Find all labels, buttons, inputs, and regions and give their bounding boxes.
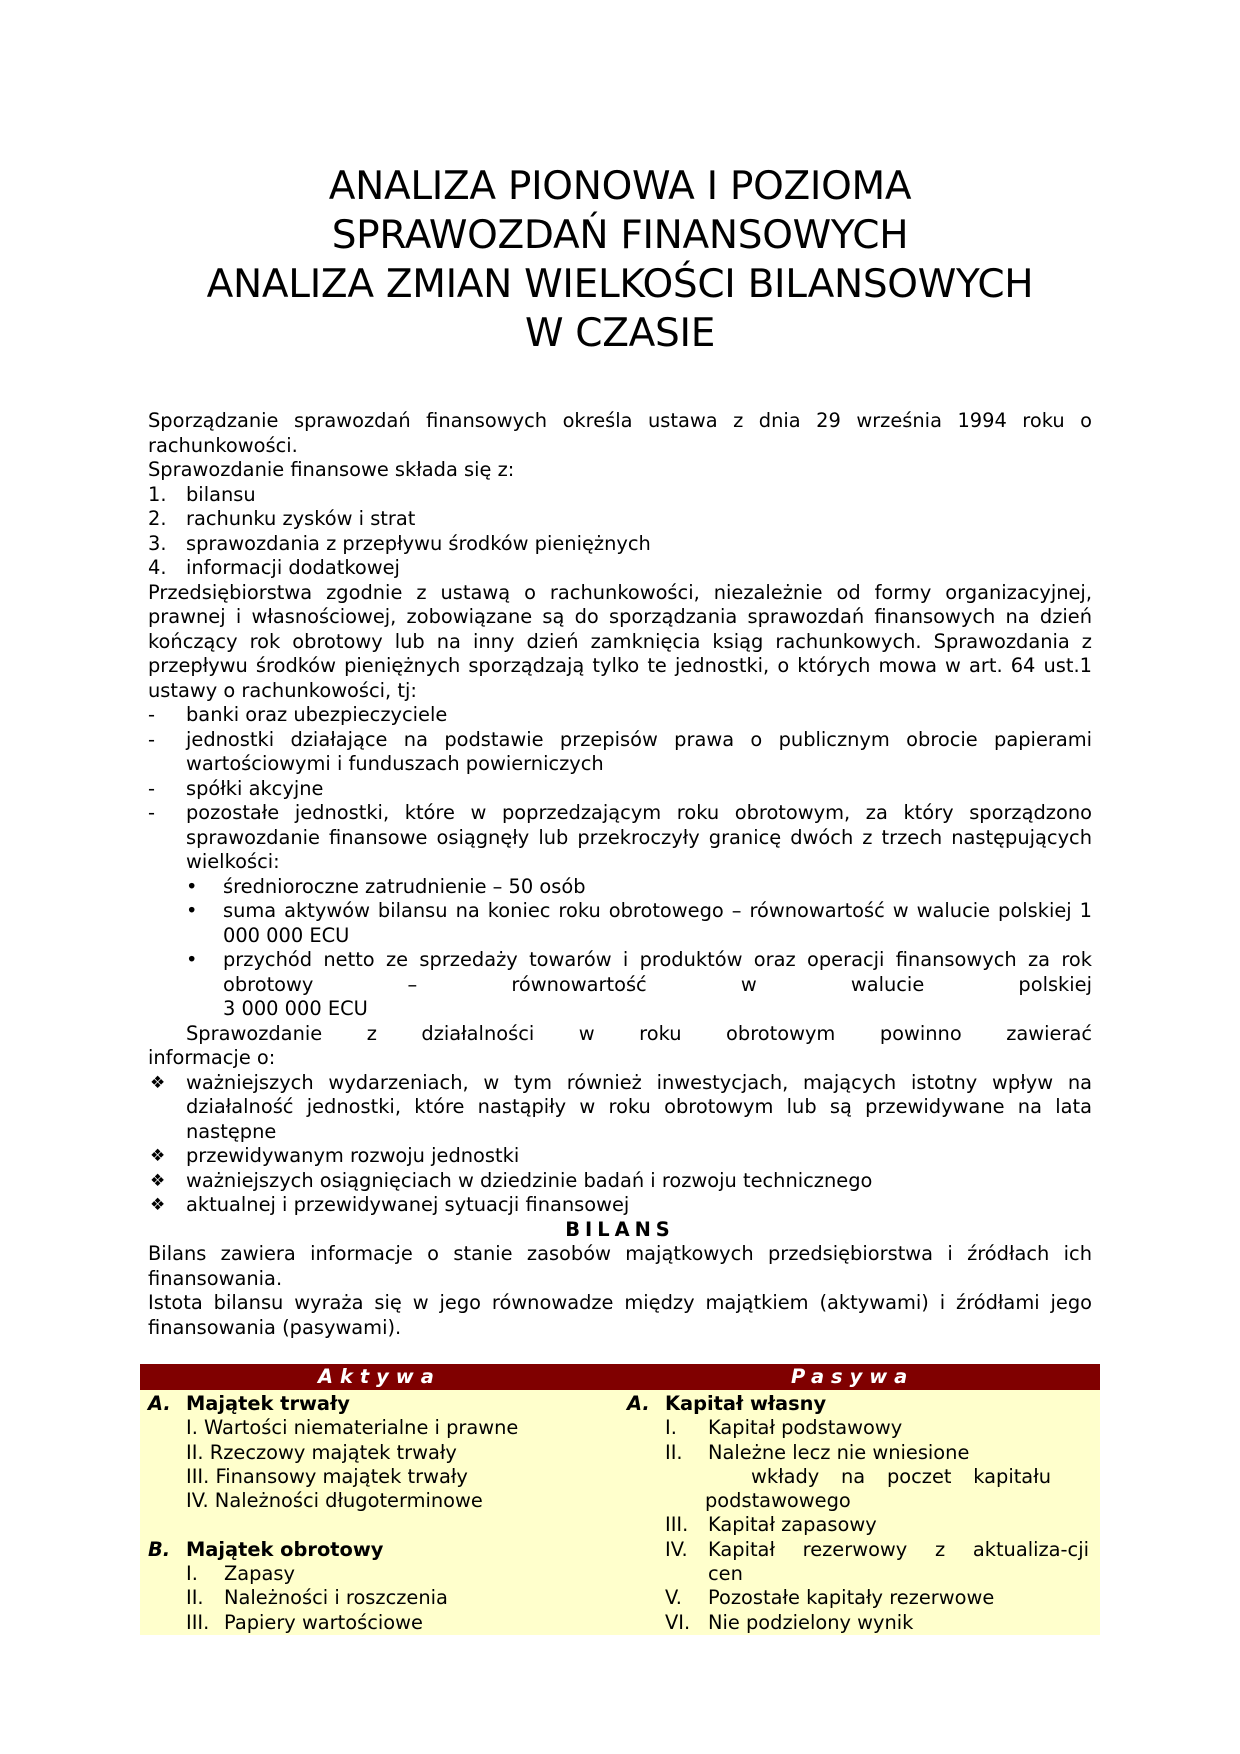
row-number: VI. bbox=[665, 1610, 691, 1634]
row-number: II. bbox=[186, 1586, 204, 1610]
title-line: SPRAWOZDAŃ FINANSOWYCH bbox=[331, 213, 909, 258]
list-item-text: informacji dodatkowej bbox=[186, 556, 400, 579]
list-item bbox=[148, 556, 1092, 581]
table-cell: Pozostałe kapitały rezerwowe bbox=[708, 1586, 995, 1610]
row-number: II. bbox=[665, 1440, 683, 1464]
table-cell: II. Rzeczowy majątek trwały bbox=[186, 1440, 457, 1464]
list-item bbox=[148, 1169, 1092, 1194]
list-number: 4. bbox=[148, 556, 167, 579]
list-item-text: jednostki działające na podstawie przepisów prawa o publicznym obrocie papierami wartościowymi i funduszach powierniczych bbox=[186, 727, 1092, 775]
table-row bbox=[148, 1441, 608, 1465]
activity-report-lead: informacje o: bbox=[148, 1046, 276, 1069]
document-title bbox=[0, 162, 1240, 358]
row-number: IV. bbox=[665, 1537, 688, 1561]
table-row bbox=[627, 1392, 1092, 1416]
balance-table-header bbox=[140, 1364, 1100, 1390]
table-row bbox=[148, 1465, 608, 1489]
table-row bbox=[627, 1441, 1092, 1465]
assets-column bbox=[148, 1392, 608, 1635]
table-cell: III. Finansowy majątek trwały bbox=[186, 1464, 468, 1488]
table-row bbox=[627, 1465, 1092, 1489]
table-row bbox=[148, 1562, 608, 1586]
table-row bbox=[148, 1513, 608, 1537]
table-cell: IV. Należności długoterminowe bbox=[186, 1489, 483, 1513]
row-number: III. bbox=[665, 1513, 689, 1537]
list-item-text: pozostałe jednostki, które w poprzedzającym roku obrotowym, za który sporządzono sprawozdanie finansowe osiągnęły lub przekroczyły granicę dwóch z trzech następujących wielkości: bbox=[186, 801, 1092, 873]
list-item-text: suma aktywów bilansu na koniec roku obrotowego – równowartość w walucie polskiej 1 000 000 ECU bbox=[223, 899, 1092, 947]
list-item bbox=[148, 728, 1092, 777]
diamond-bullet-icon: ❖ bbox=[150, 1195, 166, 1215]
row-number: I. bbox=[665, 1416, 677, 1440]
list-item-text: średnioroczne zatrudnienie – 50 osób bbox=[223, 874, 586, 898]
list-item bbox=[148, 1193, 1092, 1218]
title-line: W CZASIE bbox=[524, 311, 716, 356]
list-item-text: aktualnej i przewidywanej sytuacji finansowej bbox=[186, 1193, 630, 1216]
list-item bbox=[148, 1144, 1092, 1169]
group-title: Majątek trwały bbox=[186, 1392, 350, 1415]
title-line: ANALIZA ZMIAN WIELKOŚCI BILANSOWYCH bbox=[206, 262, 1034, 307]
list-item-text: ważniejszych osiągnięciach w dziedzinie badań i rozwoju technicznego bbox=[186, 1168, 873, 1192]
diamond-bullet-icon: ❖ bbox=[150, 1146, 166, 1166]
table-cell: I. Wartości niematerialne i prawne bbox=[186, 1416, 519, 1440]
table-row bbox=[627, 1416, 1092, 1440]
dash-marker: - bbox=[148, 801, 155, 824]
table-cell: Nie podzielony wynik bbox=[708, 1610, 914, 1634]
table-cell-continuation: podstawowego bbox=[705, 1489, 851, 1513]
table-row bbox=[148, 1538, 608, 1562]
list-item bbox=[148, 875, 1092, 900]
row-number: V. bbox=[665, 1586, 682, 1610]
group-letter: A. bbox=[148, 1392, 171, 1415]
bullet-icon: • bbox=[186, 899, 198, 922]
composition-lead: Sprawozdanie finansowe składa się z: bbox=[148, 458, 515, 481]
intro-paragraph: Sporządzanie sprawozdań finansowych określa ustawa z dnia 29 września 1994 roku o rachunkowości. bbox=[148, 409, 1092, 457]
group-title: Majątek obrotowy bbox=[186, 1537, 384, 1561]
dash-marker: - bbox=[148, 703, 155, 726]
list-item-text: bilansu bbox=[186, 482, 256, 506]
table-cell: Zapasy bbox=[224, 1562, 295, 1586]
table-row bbox=[627, 1489, 1092, 1513]
list-item-text: banki oraz ubezpieczyciele bbox=[186, 703, 448, 726]
table-cell: Kapitał rezerwowy z aktualiza-cji bbox=[708, 1537, 1089, 1561]
table-row bbox=[148, 1416, 608, 1440]
list-item bbox=[148, 948, 1092, 1022]
assets-header: Aktywa bbox=[318, 1365, 441, 1388]
table-row bbox=[148, 1611, 608, 1635]
table-cell: Papiery wartościowe bbox=[224, 1610, 423, 1634]
bullet-icon: • bbox=[186, 874, 198, 898]
list-number: 3. bbox=[148, 531, 167, 555]
list-item bbox=[148, 532, 1092, 557]
table-row bbox=[627, 1562, 1092, 1586]
group-letter: B. bbox=[148, 1537, 171, 1561]
list-item bbox=[148, 1071, 1092, 1145]
group-letter: A. bbox=[627, 1392, 650, 1415]
list-number: 2. bbox=[148, 507, 167, 530]
list-item bbox=[148, 899, 1092, 948]
list-item-text: sprawozdania z przepływu środków pieniężnych bbox=[186, 531, 651, 555]
table-cell: Należne lecz nie wniesione bbox=[708, 1440, 970, 1464]
activity-report-lead: Sprawozdanie z działalności w roku obrotowym powinno zawierać bbox=[186, 1021, 1092, 1045]
list-item bbox=[148, 507, 1092, 532]
table-row bbox=[627, 1538, 1092, 1562]
bilans-essence: Istota bilansu wyraża się w jego równowadze między majątkiem (aktywami) i źródłami jego finansowania (pasywami). bbox=[148, 1291, 1092, 1339]
liabilities-header: Pasywa bbox=[791, 1365, 915, 1388]
row-number: III. bbox=[186, 1610, 210, 1634]
section-heading: BILANS bbox=[565, 1217, 675, 1241]
diamond-bullet-icon: ❖ bbox=[150, 1170, 166, 1191]
list-item bbox=[148, 703, 1092, 728]
list-item bbox=[148, 777, 1092, 802]
table-row bbox=[627, 1586, 1092, 1610]
diamond-bullet-icon: ❖ bbox=[150, 1072, 166, 1093]
table-cell: Należności i roszczenia bbox=[224, 1586, 448, 1610]
bilans-definition: Bilans zawiera informacje o stanie zasobów majątkowych przedsiębiorstwa i źródłach ich finansowania. bbox=[148, 1242, 1092, 1290]
table-cell-continuation: wkłady na poczet kapitału bbox=[751, 1464, 1051, 1488]
list-item-text: ważniejszych wydarzeniach, w tym również inwestycjach, mających istotny wpływ na działalność jednostki, które nastąpiły w roku obrotowym lub są przewidywane na lata następne bbox=[186, 1070, 1092, 1143]
list-item bbox=[148, 483, 1092, 508]
list-item bbox=[148, 801, 1092, 875]
group-title: Kapitał własny bbox=[665, 1392, 827, 1415]
table-row bbox=[627, 1611, 1092, 1635]
table-row bbox=[148, 1489, 608, 1513]
dash-marker: - bbox=[148, 727, 155, 751]
table-row bbox=[148, 1392, 608, 1416]
document-body bbox=[148, 409, 1092, 1340]
table-cell: Kapitał podstawowy bbox=[708, 1416, 903, 1440]
list-item-text: rachunku zysków i strat bbox=[186, 507, 416, 530]
row-number: I. bbox=[186, 1562, 198, 1586]
liabilities-column bbox=[627, 1392, 1092, 1635]
list-item-text: spółki akcyjne bbox=[186, 776, 324, 800]
table-row bbox=[627, 1513, 1092, 1537]
list-item-text: przewidywanym rozwoju jednostki bbox=[186, 1144, 520, 1167]
balance-table bbox=[140, 1364, 1100, 1635]
list-item-text: przychód netto ze sprzedaży towarów i produktów oraz operacji finansowych za rok obrotowy – równowartość w walucie polskiej bbox=[223, 948, 1092, 996]
list-item-continuation: 3 000 000 ECU bbox=[223, 997, 368, 1020]
dash-marker: - bbox=[148, 776, 155, 800]
bullet-icon: • bbox=[186, 948, 198, 971]
table-cell-continuation: cen bbox=[708, 1562, 743, 1586]
table-cell: Kapitał zapasowy bbox=[708, 1513, 877, 1537]
title-line: ANALIZA PIONOWA I POZIOMA bbox=[328, 164, 912, 209]
list-number: 1. bbox=[148, 482, 167, 506]
table-row bbox=[148, 1586, 608, 1610]
obligation-paragraph: Przedsiębiorstwa zgodnie z ustawą o rachunkowości, niezależnie od formy organizacyjnej, prawnej i własnościowej, zobowiązane są do sporządzania sprawozdań finansowych na dzień kończący rok obrotowy lub na inny dzień zamknięcia ksiąg rachunkowych. Sprawozdania z przepływu środków pieniężnych sporządzają tylko te jednostki, o których mowa w art. 64 ust.1 ustawy o rachunkowości, tj: bbox=[148, 580, 1092, 702]
